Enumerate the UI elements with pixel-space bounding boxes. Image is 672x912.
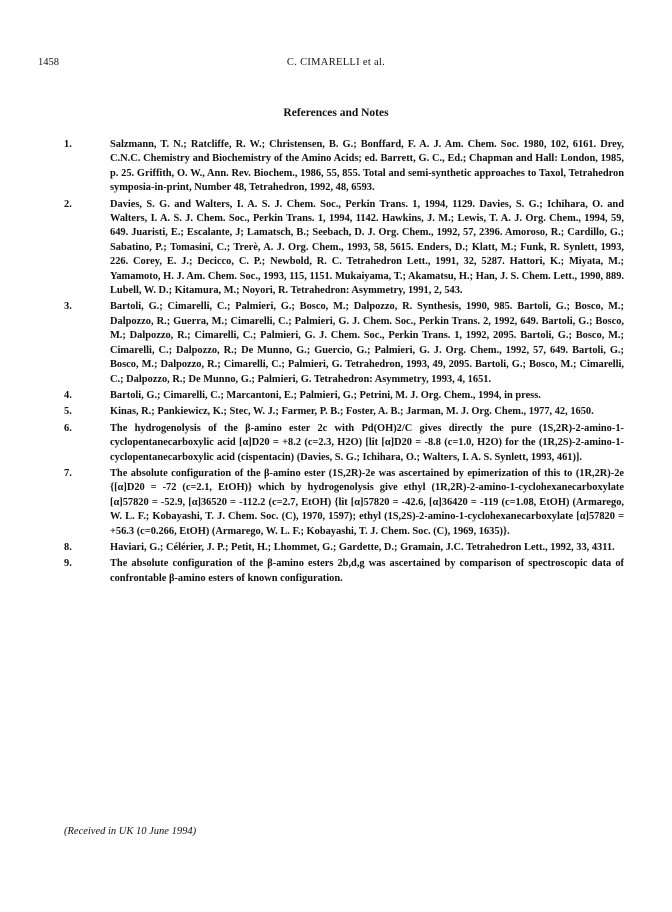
reference-text: The absolute configuration of the β-amino ester (1S,2R)-2e was ascertained by epimerization of this to (1R,2R)-2e {[α]D20 = -72 (c=2.1, EtOH)} which by hydrogenolysis give ethyl (1R,2R)-2-amino-1-cyclohexanecarboxylate [α]57820 = -52.9, [α]36520 = -112.2 (c=2.7, EtOH) {lit [α]57820 = -42.6, [α]36420 = -119 (c=1.08, EtOH) (Armarego, W. L. F.; Kobayashi, T. J. Chem. Soc. (C), 1970, 1597); ethyl (1S,2S)-2-amino-1-cyclohexanecarboxylate [α]57820 = +56.3 (c=0.266, EtOH) (Armarego, W. L. F.; Kobayashi, T. J. Chem. Soc. (C), 1969, 1635)}. (110, 467, 624, 537)
reference-text: The absolute configuration of the β-amino esters 2b,d,g was ascertained by comparison of spectroscopic data of confrontable β-amino esters of known configuration. (110, 558, 624, 584)
reference-number: 1. (64, 139, 72, 150)
reference-number: 2. (64, 198, 72, 210)
received-date: (Received in UK 10 June 1994) (64, 826, 197, 837)
reference-item (64, 138, 624, 196)
reference-item (64, 557, 624, 586)
reference-number: 8. (64, 541, 72, 553)
reference-list (64, 138, 624, 588)
reference-item (64, 389, 624, 403)
reference-number: 5. (64, 406, 72, 418)
reference-text: The hydrogenolysis of the β-amino ester 2c with Pd(OH)2/C gives directly the pure (1S,2R)-2-amino-1-cyclopentanecarboxylic acid [α]D20 = +8.2 (c=2.3, H2O) [lit [α]D20 = -8.8 (c=1.0, H2O) for the (1R,2S)-2-amino-1-cyclopentanecarboxylic acid (cispentacin) (Davies, S. G.; Ichihara, O.; Walters, I. A. S. Synlett, 1993, 461)]. (110, 422, 624, 463)
reference-number: 9. (64, 558, 72, 570)
reference-item (64, 405, 624, 419)
reference-text: Salzmann, T. N.; Ratcliffe, R. W.; Christensen, B. G.; Bonffard, F. A. J. Am. Chem. Soc. 1980, 102, 6161. Drey, C.N.C. Chemistry and Biochemistry of the Amino Acids; ed. Barrett, G. C., Ed.; Chapman and Hall: London, 1985, p. 25. Griffith, O. W., Ann. Rev. Biochem., 1986, 55, 855. Total and semi-synthetic approaches to Taxol, Tetrahedron symposia-in-print, Number 48, Tetrahedron, 1992, 48, 6593. (110, 139, 624, 194)
reference-text: Kinas, R.; Pankiewicz, K.; Stec, W. J.; Farmer, P. B.; Foster, A. B.; Jarman, M. J. Org. Chem., 1977, 42, 1650. (110, 406, 594, 418)
reference-item (64, 300, 624, 386)
page-number: 1458 (38, 57, 59, 68)
reference-item (64, 422, 624, 465)
section-title: References and Notes (283, 107, 389, 119)
reference-text: Bartoli, G.; Cimarelli, C.; Marcantoni, E.; Palmieri, G.; Petrini, M. J. Org. Chem., 1994, in press. (110, 389, 541, 401)
running-head: C. CIMARELLI et al. (286, 57, 386, 68)
reference-number: 4. (64, 389, 72, 401)
reference-text: Davies, S. G. and Walters, I. A. S. J. Chem. Soc., Perkin Trans. 1, 1994, 1129. Davies, S. G.; Ichihara, O. and Walters, I. A. S. J. Chem. Soc., Perkin Trans. 1, 1994, 1142. Hawkins, J. M.; Lewis, T. A. J. Org. Chem., 1994, 59, 649. Juaristi, E.; Escalante, J; Lamatsch, B.; Seebach, D. J. Org. Chem., 1992, 57, 2396. Amoroso, R.; Cardillo, G.; Sabatino, P.; Tomasini, C.; Trerè, A. J. Org. Chem., 1993, 58, 5615. Enders, D.; Klatt, M.; Funk, R. Synlett, 1993, 226. Corey, E. J.; Decicco, C. P.; Newbold, R. C. Tetrahedron Lett., 1991, 32, 5287. Hattori, K.; Miyata, M.; Yamamoto, H. J. Am. Chem. Soc., 1993, 115, 1151. Mukaiyama, T.; Akamatsu, H.; Han, J. S. Chem. Lett., 1990, 889. Lubell, W. D.; Kitamura, M.; Noyori, R. Tetrahedron: Asymmetry, 1991, 2, 543. (110, 198, 624, 297)
reference-text: Bartoli, G.; Cimarelli, C.; Palmieri, G.; Bosco, M.; Dalpozzo, R. Synthesis, 1990, 985. Bartoli, G.; Bosco, M.; Dalpozzo, R.; Guerra, M.; Cimarelli, C.; Palmieri, G. J. Chem. Soc., Perkin Trans. 2, 1992, 649. Bartoli, G.; Bosco, M.; Dalpozzo, R.; Cimarelli, C.; Palmieri, G. J. Chem. Soc., Perkin Trans. 1, 1992, 2095. Bartoli, G.; Bosco, M.; Cimarelli, C.; Dalpozzo, R.; De Munno, G.; Guercio, G.; Palmieri, G. J. Org. Chem., 1992, 57, 649. Bartoli, G.; Bosco, M.; Dalpozzo, R.; Cimarelli, C.; Palmieri, G. Tetrahedron, 1993, 49, 2095. Bartoli, G.; Bosco, M.; Cimarelli, C.; Dalpozzo, R.; De Munno, G.; Palmieri, G. Tetrahedron: Asymmetry, 1993, 4, 1651. (110, 301, 624, 385)
reference-item (64, 541, 624, 555)
reference-item (64, 198, 624, 299)
reference-text: Haviari, G.; Célérier, J. P.; Petit, H.; Lhommet, G.; Gardette, D.; Gramain, J.C. Tetrahedron Lett., 1992, 33, 4311. (110, 541, 615, 553)
reference-number: 3. (64, 301, 72, 313)
reference-number: 7. (64, 467, 72, 479)
reference-item (64, 467, 624, 539)
reference-number: 6. (64, 422, 72, 434)
